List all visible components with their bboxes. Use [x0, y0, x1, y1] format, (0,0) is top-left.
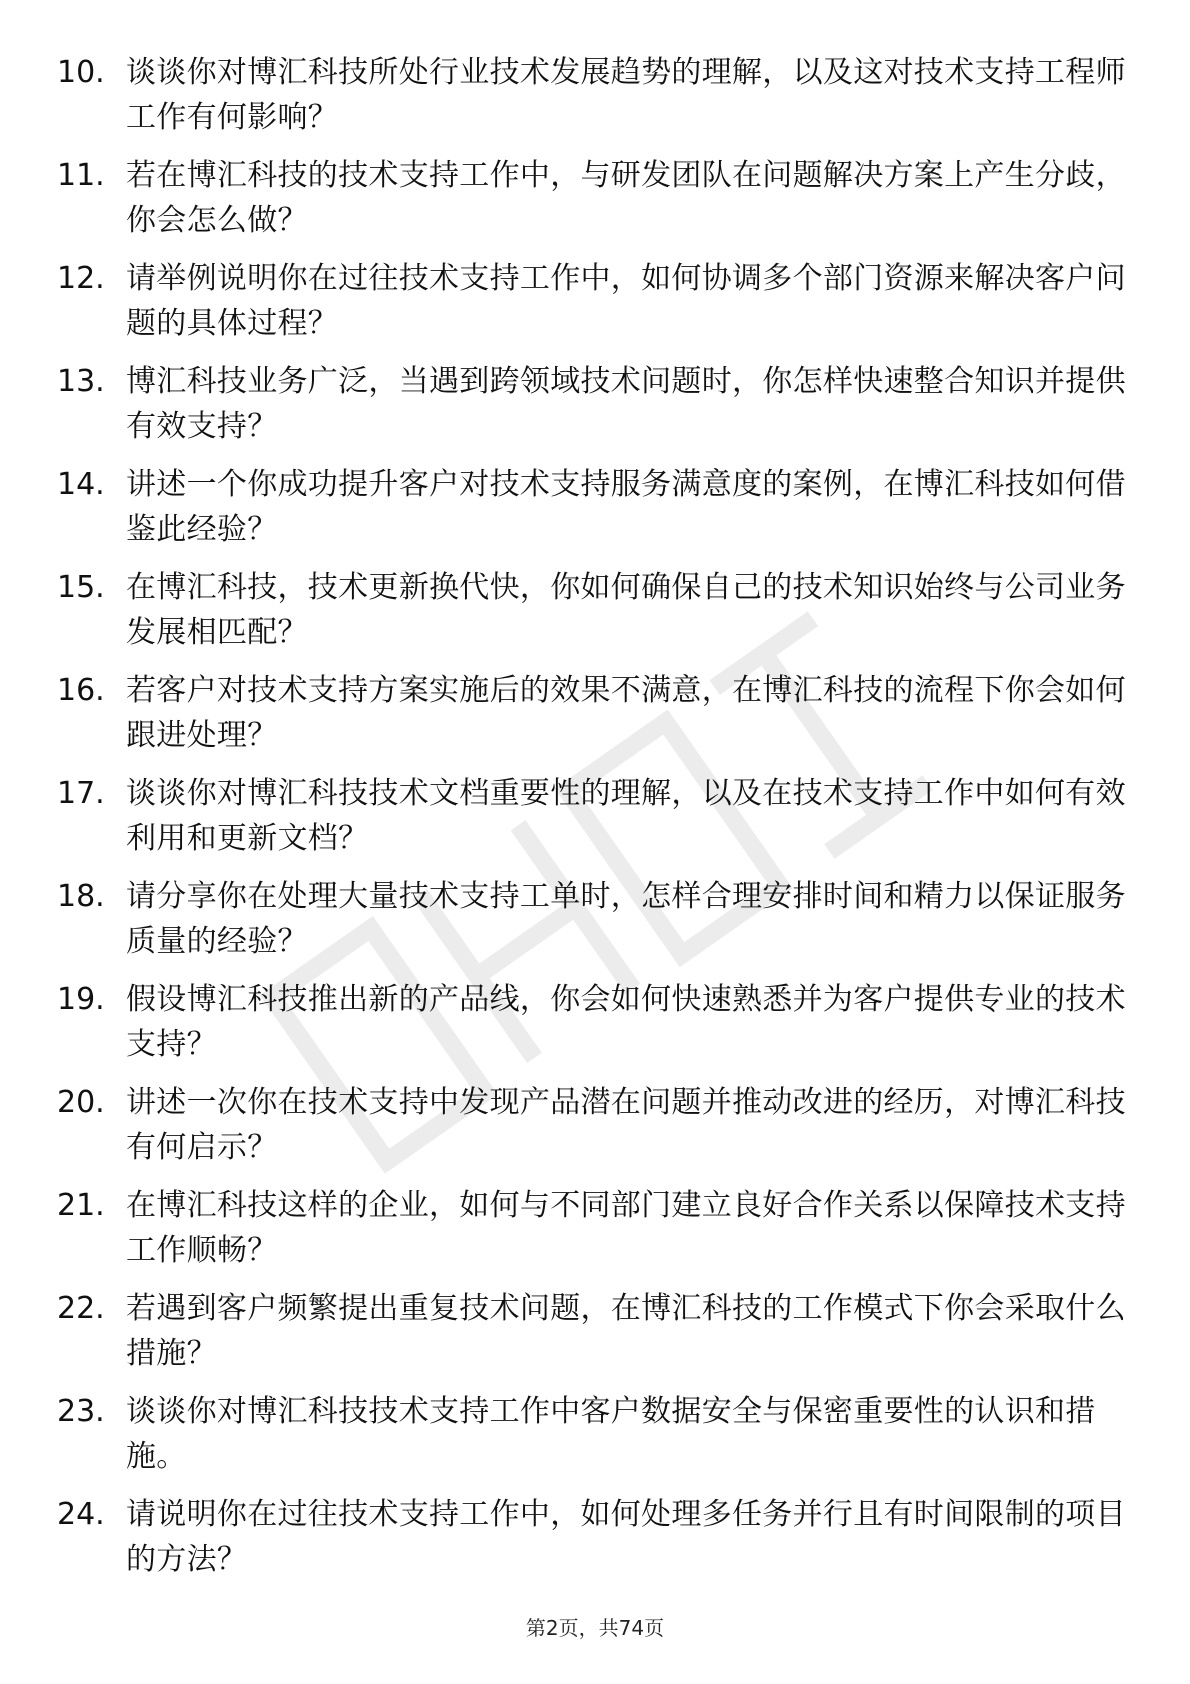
question-item	[0, 462, 1190, 565]
question-item	[0, 668, 1190, 771]
question-item	[0, 1286, 1190, 1389]
question-item	[0, 1183, 1190, 1286]
question-number: 18.	[57, 879, 105, 914]
page-footer	[0, 1614, 1190, 1642]
question-item	[0, 565, 1190, 668]
question-text: 在博汇科技这样的企业，如何与不同部门建立良好合作关系以保障技术支持工作顺畅？	[126, 1188, 1126, 1268]
question-number: 10.	[57, 55, 105, 90]
question-text: 博汇科技业务广泛，当遇到跨领域技术问题时，你怎样快速整合知识并提供有效支持？	[126, 364, 1126, 444]
question-item	[0, 153, 1190, 256]
question-number: 20.	[57, 1085, 105, 1120]
question-text: 若遇到客户频繁提出重复技术问题，在博汇科技的工作模式下你会采取什么措施？	[126, 1291, 1126, 1371]
question-text: 谈谈你对博汇科技技术文档重要性的理解，以及在技术支持工作中如何有效利用和更新文档？	[126, 776, 1126, 856]
question-item	[0, 1080, 1190, 1183]
question-text: 请分享你在处理大量技术支持工单时，怎样合理安排时间和精力以保证服务质量的经验？	[126, 879, 1126, 959]
question-item	[0, 874, 1190, 977]
question-text: 假设博汇科技推出新的产品线，你会如何快速熟悉并为客户提供专业的技术支持？	[126, 982, 1126, 1062]
question-text: 若在博汇科技的技术支持工作中，与研发团队在问题解决方案上产生分歧，你会怎么做？	[126, 158, 1126, 238]
question-number: 16.	[57, 673, 105, 708]
question-item	[0, 977, 1190, 1080]
question-number: 19.	[57, 982, 105, 1017]
question-text: 讲述一个你成功提升客户对技术支持服务满意度的案例，在博汇科技如何借鉴此经验？	[126, 467, 1126, 547]
question-item	[0, 771, 1190, 874]
question-text: 谈谈你对博汇科技所处行业技术发展趋势的理解，以及这对技术支持工程师工作有何影响？	[126, 55, 1126, 135]
question-item	[0, 1389, 1190, 1492]
question-number: 12.	[57, 261, 105, 296]
question-text: 谈谈你对博汇科技技术支持工作中客户数据安全与保密重要性的认识和措施。	[126, 1394, 1096, 1474]
question-number: 13.	[57, 364, 105, 399]
question-text: 请说明你在过往技术支持工作中，如何处理多任务并行且有时间限制的项目的方法？	[126, 1497, 1126, 1577]
question-number: 14.	[57, 467, 105, 502]
question-number: 24.	[57, 1497, 105, 1532]
question-text: 讲述一次你在技术支持中发现产品潜在问题并推动改进的经历，对博汇科技有何启示？	[126, 1085, 1126, 1165]
question-number: 11.	[57, 158, 105, 193]
question-text: 请举例说明你在过往技术支持工作中，如何协调多个部门资源来解决客户问题的具体过程？	[126, 261, 1126, 341]
question-number: 15.	[57, 570, 105, 605]
question-number: 22.	[57, 1291, 105, 1326]
question-number: 23.	[57, 1394, 105, 1429]
page-number-label: 第2页，共74页	[525, 1616, 665, 1640]
question-number: 17.	[57, 776, 105, 811]
question-number: 21.	[57, 1188, 105, 1223]
question-item	[0, 1492, 1190, 1595]
question-text: 若客户对技术支持方案实施后的效果不满意，在博汇科技的流程下你会如何跟进处理？	[126, 673, 1126, 753]
question-text: 在博汇科技，技术更新换代快，你如何确保自己的技术知识始终与公司业务发展相匹配？	[126, 570, 1126, 650]
question-item	[0, 256, 1190, 359]
question-list	[0, 50, 1190, 1595]
question-item	[0, 50, 1190, 153]
question-item	[0, 359, 1190, 462]
